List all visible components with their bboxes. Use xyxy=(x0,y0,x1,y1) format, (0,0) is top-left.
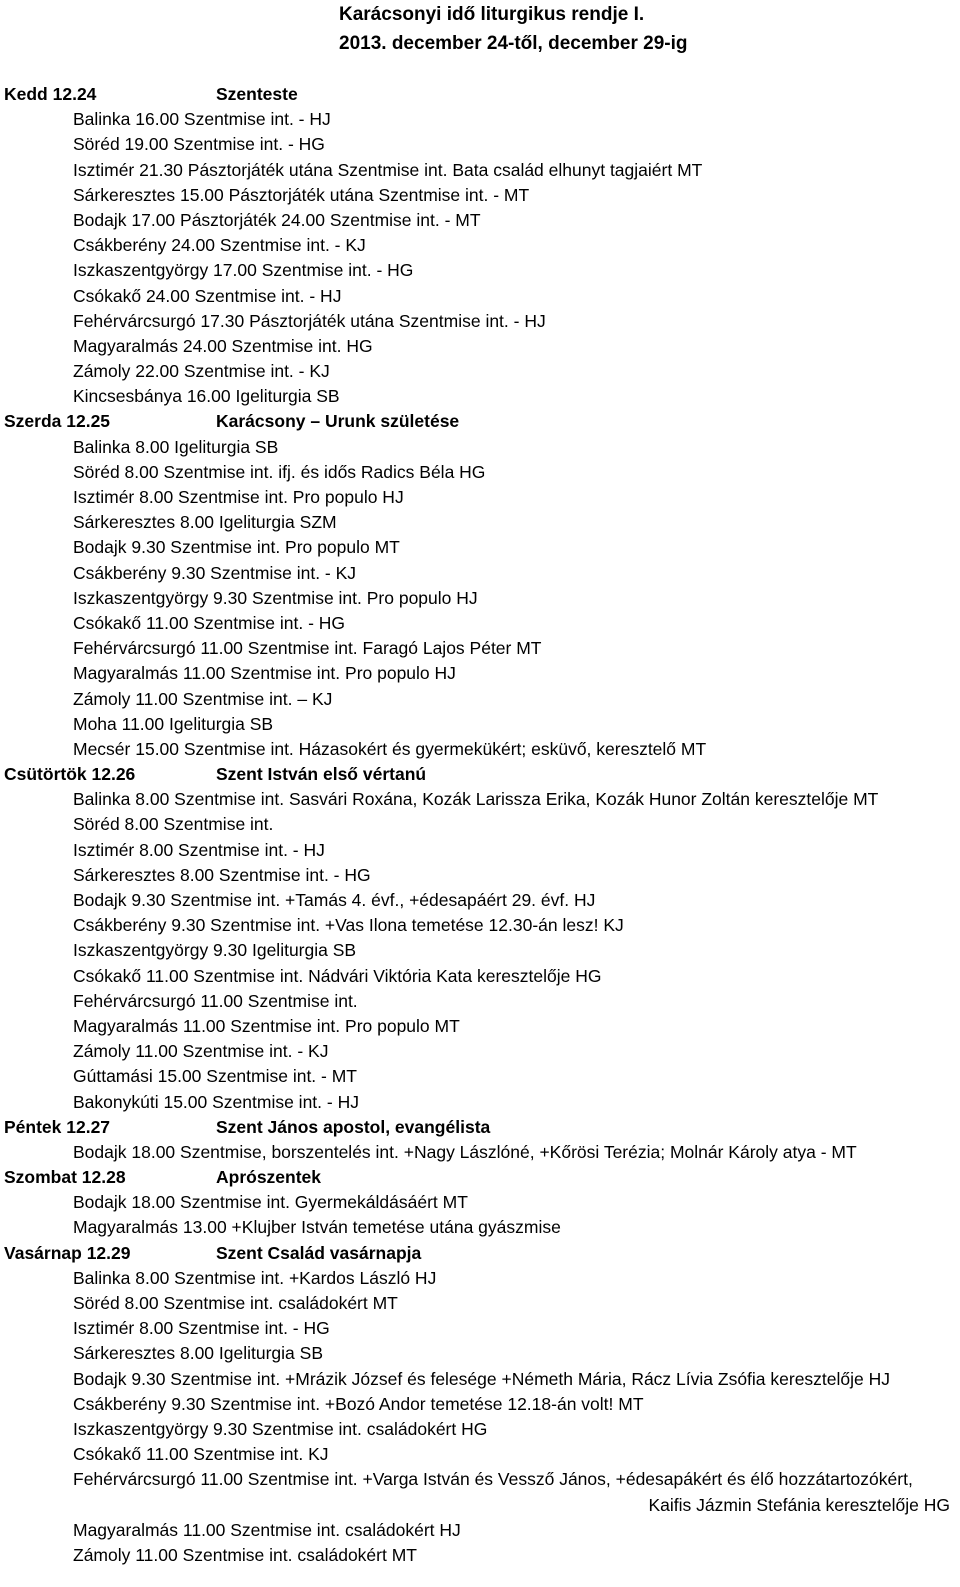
schedule-entry: Iszkaszentgyörgy 9.30 Szentmise int. Pro populo HJ xyxy=(73,587,478,608)
schedule-entry: Magyaralmás 11.00 Szentmise int. Pro populo HJ xyxy=(73,663,456,684)
feast-name: Szent Család vasárnapja xyxy=(216,1242,422,1263)
schedule-entry: Kincsesbánya 16.00 Igeliturgia SB xyxy=(73,386,340,407)
schedule-entry: Csákberény 9.30 Szentmise int. +Vas Ilona temetése 12.30-án lesz! KJ xyxy=(73,915,624,936)
schedule xyxy=(0,82,960,1568)
day-header xyxy=(0,1115,960,1140)
schedule-entry: Isztimér 8.00 Szentmise int. - HJ xyxy=(73,839,325,860)
day-header xyxy=(0,1241,960,1266)
document-title: Karácsonyi idő liturgikus rendje I. xyxy=(339,4,645,25)
schedule-entry: Sárkeresztes 8.00 Igeliturgia SZM xyxy=(73,512,337,533)
schedule-entry: Csákberény 24.00 Szentmise int. - KJ xyxy=(73,235,366,256)
schedule-entry: Isztimér 8.00 Szentmise int. Pro populo HJ xyxy=(73,487,404,507)
schedule-entry: Csókakő 24.00 Szentmise int. - HJ xyxy=(73,285,342,306)
schedule-entry: Fehérvárcsurgó 11.00 Szentmise int. +Varga István és Vessző János, +édesapákért és élő hozzátartozókért, xyxy=(73,1469,913,1490)
schedule-entry: Bodajk 18.00 Szentmise int. Gyermekáldásáért MT xyxy=(73,1192,468,1213)
schedule-entry: Sárkeresztes 15.00 Pásztorjáték utána Szentmise int. - MT xyxy=(73,184,530,205)
day-label: Szombat 12.28 xyxy=(4,1167,126,1188)
schedule-entry: Söréd 19.00 Szentmise int. - HG xyxy=(73,134,325,155)
schedule-entry: Bakonykúti 15.00 Szentmise int. - HJ xyxy=(73,1091,359,1112)
feast-name: Aprószentek xyxy=(216,1167,322,1188)
schedule-entry: Zámoly 11.00 Szentmise int. családokért MT xyxy=(73,1544,417,1565)
day-header xyxy=(0,409,960,434)
schedule-entry: Isztimér 8.00 Szentmise int. - HG xyxy=(73,1318,330,1339)
schedule-entry: Iszkaszentgyörgy 17.00 Szentmise int. - HG xyxy=(73,260,414,281)
schedule-entry: Söréd 8.00 Szentmise int. ifj. és idős Radics Béla HG xyxy=(73,461,486,482)
schedule-entry: Magyaralmás 13.00 +Klujber István temetése utána gyászmise xyxy=(73,1217,561,1238)
document-date-range: 2013. december 24-től, december 29-ig xyxy=(339,33,688,54)
schedule-entry: Gúttamási 15.00 Szentmise int. - MT xyxy=(73,1066,357,1087)
schedule-entry: Bodajk 9.30 Szentmise int. +Tamás 4. évf., +édesapáért 29. évf. HJ xyxy=(73,890,596,910)
schedule-entry: Bodajk 17.00 Pásztorjáték 24.00 Szentmise int. - MT xyxy=(73,209,481,230)
schedule-entry: Kaifis Jázmin Stefánia keresztelője HG xyxy=(648,1494,950,1515)
schedule-entry: Magyaralmás 11.00 Szentmise int. Pro populo MT xyxy=(73,1015,460,1036)
feast-name: Karácsony – Urunk születése xyxy=(216,411,460,432)
schedule-entry: Sárkeresztes 8.00 Igeliturgia SB xyxy=(73,1343,323,1364)
day-header xyxy=(0,762,960,787)
schedule-entry: Isztimér 21.30 Pásztorjáték utána Szentmise int. Bata család elhunyt tagjaiért MT xyxy=(73,159,703,180)
schedule-entry: Csókakő 11.00 Szentmise int. KJ xyxy=(73,1444,329,1465)
schedule-entry: Zámoly 11.00 Szentmise int. – KJ xyxy=(73,688,333,709)
schedule-entry: Balinka 8.00 Szentmise int. +Kardos László HJ xyxy=(73,1267,437,1288)
schedule-entry: Csókakő 11.00 Szentmise int. Nádvári Viktória Kata keresztelője HG xyxy=(73,965,602,986)
day-label: Csütörtök 12.26 xyxy=(4,764,136,785)
schedule-entry: Magyaralmás 11.00 Szentmise int. családokért HJ xyxy=(73,1519,461,1540)
schedule-entry: Balinka 16.00 Szentmise int. - HJ xyxy=(73,109,331,130)
feast-name: Szent János apostol, evangélista xyxy=(216,1116,491,1137)
day-label: Szerda 12.25 xyxy=(4,411,111,432)
schedule-entry: Iszkaszentgyörgy 9.30 Szentmise int. családokért HG xyxy=(73,1418,488,1439)
day-label: Kedd 12.24 xyxy=(4,84,97,104)
schedule-entry: Mecsér 15.00 Szentmise int. Házasokért és gyermekükért; esküvő, keresztelő MT xyxy=(73,738,707,759)
schedule-entry: Iszkaszentgyörgy 9.30 Igeliturgia SB xyxy=(73,940,357,961)
feast-name: Szenteste xyxy=(216,84,298,104)
day-label: Péntek 12.27 xyxy=(4,1116,111,1137)
schedule-entry: Fehérvárcsurgó 11.00 Szentmise int. xyxy=(73,990,358,1011)
schedule-entry: Bodajk 18.00 Szentmise, borszentelés int. +Nagy Lászlóné, +Kőrösi Terézia; Molnár Károly atya - MT xyxy=(73,1141,857,1162)
schedule-entry: Zámoly 11.00 Szentmise int. - KJ xyxy=(73,1041,329,1062)
schedule-entry: Csókakő 11.00 Szentmise int. - HG xyxy=(73,612,346,633)
schedule-entry: Magyaralmás 24.00 Szentmise int. HG xyxy=(73,335,373,356)
feast-name: Szent István első vértanú xyxy=(216,764,427,785)
schedule-entry: Fehérvárcsurgó 17.30 Pásztorjáték utána Szentmise int. - HJ xyxy=(73,310,546,331)
schedule-entry: Zámoly 22.00 Szentmise int. - KJ xyxy=(73,361,330,382)
day-header xyxy=(0,1165,960,1190)
schedule-entry: Csákberény 9.30 Szentmise int. - KJ xyxy=(73,562,357,583)
schedule-entry: Fehérvárcsurgó 11.00 Szentmise int. Faragó Lajos Péter MT xyxy=(73,638,542,659)
schedule-entry: Söréd 8.00 Szentmise int. xyxy=(73,814,274,835)
schedule-entry: Balinka 8.00 Szentmise int. Sasvári Roxána, Kozák Larissza Erika, Kozák Hunor Zoltán keresztelője MT xyxy=(73,789,879,810)
schedule-entry: Söréd 8.00 Szentmise int. családokért MT xyxy=(73,1293,398,1313)
schedule-entry: Balinka 8.00 Igeliturgia SB xyxy=(73,436,279,457)
day-header xyxy=(0,82,960,107)
schedule-entry: Bodajk 9.30 Szentmise int. Pro populo MT xyxy=(73,537,400,558)
schedule-entry: Sárkeresztes 8.00 Szentmise int. - HG xyxy=(73,864,371,885)
schedule-entry: Csákberény 9.30 Szentmise int. +Bozó Andor temetése 12.18-án volt! MT xyxy=(73,1393,644,1414)
schedule-entry: Moha 11.00 Igeliturgia SB xyxy=(73,713,274,734)
day-label: Vasárnap 12.29 xyxy=(4,1242,131,1263)
schedule-entry: Bodajk 9.30 Szentmise int. +Mrázik József és felesége +Németh Mária, Rácz Lívia Zsófia keresztelője HJ xyxy=(73,1368,891,1389)
